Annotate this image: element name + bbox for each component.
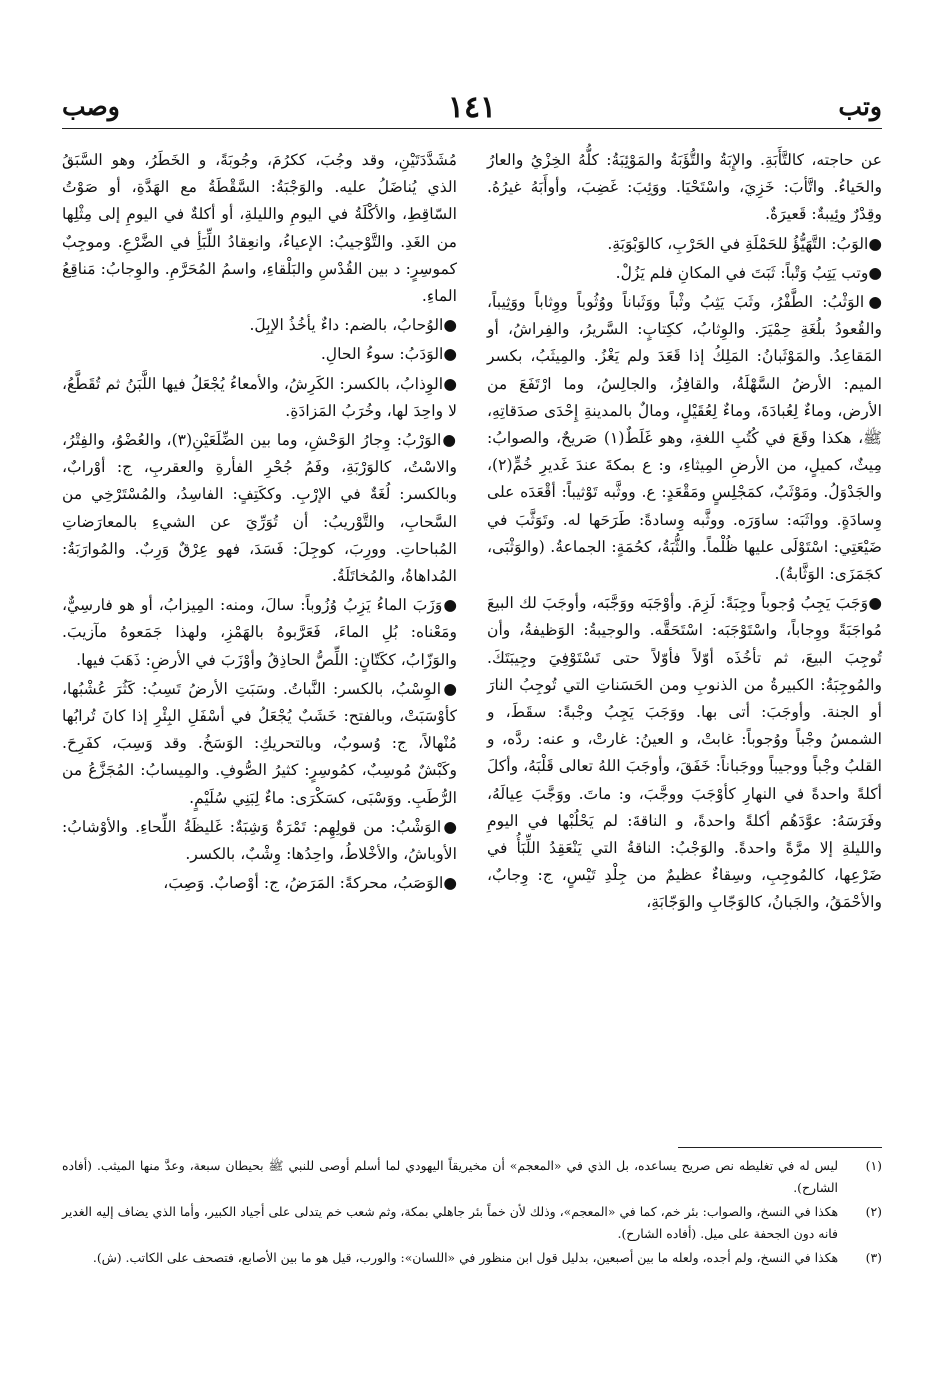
entry-wisb: ●الوِسْبُ، بالكسر: النَّباتُ. وسَبَتِ الأرضُ تَسِبُ: كَثُرَ عُشْبُها، كأوْسَبَتْ، وبالفتح: خَشَبٌ يُجْعَلُ في أسْفَلِ البِئْرِ إذا كانَ تُرابُها مُنْهالاً، ج: وُسوبٌ، وبالتحريكِ: الوَسَخُ. وقد وَسِبَ، كفَرِحَ. وكَبْشٌ مُوسِبٌ، كمُوسِرٍ: كثيرُ الصُّوفِ. والمِيسابُ: المُجَزَّعُ من الرُّطَبِ. ووَسْبَى، كسَكْرَى: ماءٌ لِبَنِي سُلَيْمٍ. bbox=[62, 679, 457, 807]
footnote bbox=[62, 1247, 882, 1269]
entry-wajab-continuation: مُشَدَّدَتَيْنِ، وقد وجُبَ، ككرُمَ، وجُوبَةً، و الخَطَرُ، وهو السَّبَقُ الذي يُناضَلُ عليه. والوَجْبَةُ: السَّقْطَةُ مع الهَدَّةِ، أو صَوْتُ السّاقِطِ، والأكْلَةُ في اليومِ والليلةِ، أو أكلةٌ في اليومِ إلى مِثْلِها من الغَدِ. والتَّوْجيبُ: الإعياءُ، وانعِقادُ اللِّبَأِ في الضَّرْعِ. وموجِبٌ كموسِرٍ: د بين القُدْسِ والبَلْقاءِ، واسمُ المُحَرَّمِ. والوِجابُ: مَناقِعُ الماءِ. bbox=[62, 151, 457, 306]
footnote-number: (٢) bbox=[865, 1204, 882, 1219]
right-column bbox=[487, 147, 882, 919]
entry-wathab: ●الوَثْبُ: الطَّفْرُ، وثَبَ يَثِبُ وثْباً ووَثَباناً ووُثُوباً ووِثاباً ووَثِيباً، والقُعودُ بلُغَةِ حِمْيَرَ. والوِثابُ، ككِتابٍ: السَّريرُ، والفِراشُ، أو المَقاعِدُ. والمَوْثَبانُ: المَلِكُ إذا قَعَدَ ولم يَغْزُ. والمِيثَبُ، بكسر الميم: الأرضُ السَّهْلَةُ، والقافِزُ، والجالِسُ، وما ارْتَفَعَ من الأرض، وماءٌ لِعُبادَةَ، وماءٌ لِعُقَيْلٍ، ومالٌ بالمدينةِ إِحْدَى صدَقاتِهِ، ﷺ، هكذا وقَعَ في كُتُبِ اللغةِ، وهو غَلَطٌ(١) صَريحٌ، والصوابُ: مِيثٌ، كميلٍ، من الأرضِ المِيثاءِ، و: ع بمكةَ عندَ غَديرِ خُمٍّ(٢)، والجَدْوَلُ. ومَوْثَبٌ، كمَجْلِسٍ ومَقْعَدٍ: ع. ووثَّبه تَوْثيباً: أقْعَدَه على وِسادَةٍ. وواثَبَه: ساوَرَه. ووثَّبه وِسادةً: طَرَحَها له. وتَوَثَّبَ في ضَيْعَتِي: اسْتَوْلَى عليها ظُلْماً. والثُّبَةُ، كحُمَةٍ: الجماعةُ. (والوَثْبَى، كجَمَزَى: الوَثَّابةُ). bbox=[487, 293, 882, 584]
entry-wuhab: ●الوُحابُ، بالضم: داءٌ يأخُذُ الإبِلَ. bbox=[249, 316, 457, 335]
entry-watab: ●وتب يَتِبُ وَتْباً: ثَبَتَ في المكانِ فلم يَزُلْ. bbox=[615, 263, 882, 282]
header-left-word: وصب bbox=[62, 92, 120, 121]
footnote bbox=[62, 1201, 882, 1245]
entry-wajab: ●وَجَبَ يَجِبُ وُجوباً وجِبَةً: لَزِمَ. وأوْجَبَه ووَجَّبَه، وأوجَبَ لك البيعَ مُواجَبَةً ووِجاباً، واسْتَوْجَبَه: اسْتَحَقَّه. والوجيبةُ: الوَظيفةُ، وأن تُوجِبَ البيعَ، ثم تأخُذَه أوّلاً فأوّلاً حتى تَسْتَوْفِيَ وجِيبَتَكَ. والمُوجِبَةُ: الكبيرةُ من الذنوبِ ومن الحَسَناتِ التي تُوجِبُ النارَ أو الجنة. وأوجَبَ: أتى بها. ووَجَبَ يَجِبُ وجْبةً: سقَطَ، و الشمسُ وجْباً ووُجوباً: غابتْ، و العينُ: غارتْ، و عنه: ردَّه، و القلبُ وجْباً ووجيباً ووجَباناً: خَفَقَ، وأوجَبَ اللهُ تعالى قَلْبَهُ، وأكلَ أكلةً واحدةً في النهارِ كأوْجَبَ ووجَّبَ، و: ماتَ. ووَجَّبَ عِيالَهُ، وفَرَسَهُ: عوَّدَهُم أكلةً واحدةً، و الناقةَ: لم يَحْلُبْها في اليومِ والليلةِ إلا مرَّةً واحدةً. والوَجْبُ: الناقةُ التي يَنْعَقِدُ اللِّبَأُ في ضَرْعِها، كالمُوجِبِ، وسِقاءٌ عظيمٌ من جِلْدِ تَيْسٍ، ج: وِجابٌ، والأحْمَقُ، والجَبانُ، كالوَجّابِ والوَجّابَةِ، bbox=[487, 594, 882, 912]
entry-washb: ●الوَشْبُ: من قولِهِم: تَمْرَةٌ وَشِبَةٌ: غَليظَةُ اللِّحاءِ. والأوْشابُ: الأوباشُ، والأخْلاطُ، واحِدُها: وِشْبٌ، بالكسر. bbox=[62, 817, 457, 864]
footnote-separator bbox=[678, 1147, 882, 1148]
entry-wazab: ●وَزَبَ الماءُ يَزِبُ وُزُوباً: سالَ، ومنه: المِيزابُ، أو هو فارسِيٌّ، ومَعْناه: بُلِ الماءَ، فَعَرَّبوهُ بالهَمْزِ، ولهذا جَمَعوهُ مآزيبَ. والوَزّابُ، ككَتّانٍ: اللِّصُّ الحاذِقُ وأوْزَبَ في الأرضِ: ذَهَبَ فيها. bbox=[62, 596, 457, 669]
footnote bbox=[62, 1155, 882, 1199]
footnote-text: ليس له في تغليطه نص صريح يساعده، بل الذي في «المعجم» أن مخيريقاً اليهودي لما أسلم أوصى للنبي ﷺ بحيطان سبعة، وعدَّ منها الميثب. (أفاده الشارح). bbox=[62, 1158, 838, 1195]
entry-wabb: ●الوَبُ: التَّهَيُّؤُ للحَمْلَةِ في الحَرْبِ، كالوَبْوَبَةِ. bbox=[607, 234, 882, 253]
page-number: ١٤١ bbox=[447, 90, 497, 125]
left-column bbox=[62, 147, 457, 899]
entry-widhab: ●الوِذابُ، بالكسر: الكَرِشُ، والأمعاءُ يُجْعَلُ فيها اللَّبَنُ ثم تُقَطَّعُ، لا واحِدَ لها، وخُرَبُ المَزادَةِ. bbox=[62, 374, 457, 420]
entry-warb: ●الوَرْبُ: وِجارُ الوَحْشِ، وما بين الضِّلَعَيْنِ(٣)، والعُضْوُ، والفِتْرُ، والاسْتُ، كالوَرْبَةِ، وفَمُ جُحْرِ الفأرةِ والعقربِ، ج: أوْرابٌ، وبالكسر: لُغَةٌ في الإرْبِ. وككَتِفٍ: الفاسِدُ، والمُسْتَرْخِي من السَّحابِ، والتَّوْريبُ: أن تُوَرِّيَ عن الشيءِ بالمعارَضاتِ المُباحاتِ. وورِبَ، كوجِلَ: فَسَدَ، فهو عِرْقٌ وَرِبٌ. والمُوارَبَةُ: المُداهاةُ، والمُخاتَلَةُ. bbox=[62, 431, 458, 586]
footnote-text: هكذا في النسخ، والصواب: بئر خم، كما في «المعجم»، وذلك لأن خماً بئر جاهلي بمكة، وثم شعب خم يتدلى على أجياد الكبير، وأما الذي يضاف إليه الغدير فانه دون الجحفة على ميل. (أفاده الشارح). bbox=[62, 1204, 838, 1241]
header-rule bbox=[62, 128, 882, 129]
footnote-number: (٣) bbox=[865, 1250, 882, 1265]
entry-wadab: ●الوَدَبُ: سوءُ الحالِ. bbox=[320, 345, 457, 364]
entry-taaba-continuation: عن حاجته، كالتَّأَبَةِ. والإِبَةُ والتُّؤَبَةُ والمَوْئِبَةُ: كلُّهُ الخِزْيُ والعارُ والحَياءُ. واتَّأبَ: خَزِيَ، واسْتَحْيَا. ووَئِبَ: غَضِبَ، وأوأَبَهُ غيرُهُ. وقِدْرٌ وئِيبةٌ: قَعيرَةٌ. bbox=[487, 151, 882, 224]
footnote-text: هكذا في النسخ، ولم أجده، ولعله ما بين أصبعين، بدليل قول ابن منظور في «اللسان»: والورب، قيل هو ما بين الأصابع، فتصحف على الكاتب. (ش). bbox=[92, 1250, 838, 1265]
footnote-number: (١) bbox=[865, 1158, 882, 1173]
header-right-word: وتب bbox=[838, 92, 882, 121]
entry-wasab: ●الوَصَبُ، محركةً: المَرَضُ، ج: أوْصابٌ. وَصِبَ، bbox=[163, 874, 457, 893]
page-header bbox=[62, 92, 882, 136]
footnotes bbox=[62, 1155, 882, 1271]
